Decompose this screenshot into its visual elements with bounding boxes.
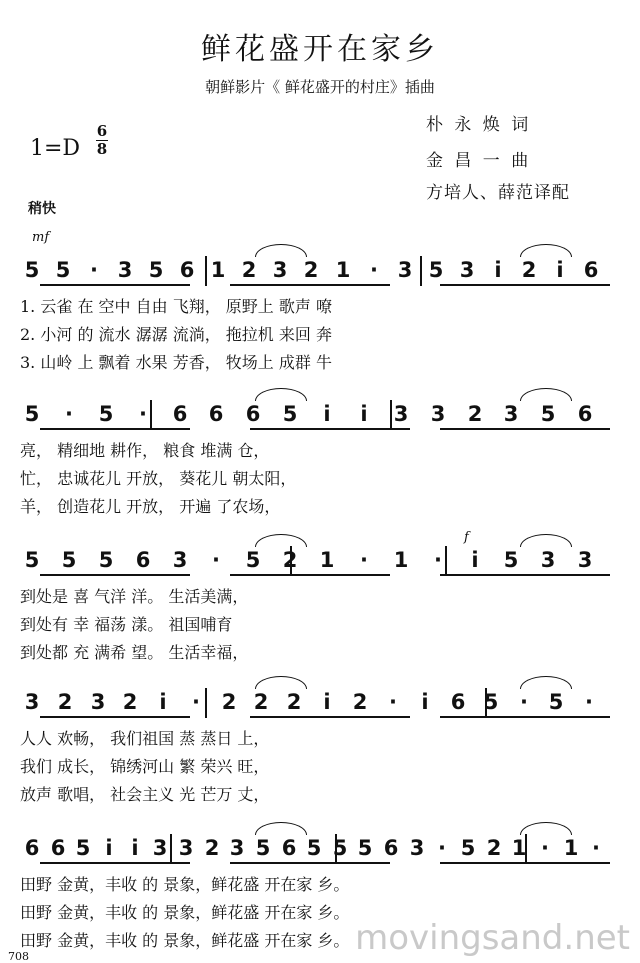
- note: ·: [434, 548, 442, 572]
- beam-line: [40, 862, 190, 864]
- note: 2: [221, 690, 237, 714]
- note: 2: [521, 258, 537, 282]
- lyric-line: 3. 山岭 上 飘着 水果 芳香， 牧场上 成群 牛: [20, 353, 332, 372]
- note: 6: [179, 258, 195, 282]
- slur: [255, 388, 307, 401]
- key-signature: 1=D: [30, 136, 81, 161]
- note: ·: [520, 690, 528, 714]
- note: 6: [583, 258, 599, 282]
- lyric-line: 田野 金黄，丰收 的 景象，鲜花盛 开在家 乡。: [20, 903, 350, 922]
- note: 6: [135, 548, 151, 572]
- barline: [335, 834, 337, 864]
- barline: [205, 256, 207, 286]
- note: 5: [61, 548, 77, 572]
- note: ·: [212, 548, 220, 572]
- note: 6: [172, 402, 188, 426]
- barline: [525, 834, 527, 864]
- note: i: [471, 548, 479, 572]
- barline: [290, 546, 292, 576]
- arranger-credit: 方培人、薛范译配: [426, 183, 570, 203]
- note: 6: [383, 836, 399, 860]
- lyric-line: 亮， 精细地 耕作， 粮食 堆满 仓，: [20, 441, 270, 460]
- note: 2: [286, 690, 302, 714]
- beam-line: [230, 862, 390, 864]
- note: i: [323, 402, 331, 426]
- note: 5: [24, 402, 40, 426]
- note: 6: [450, 690, 466, 714]
- slur: [520, 534, 572, 547]
- note: ·: [90, 258, 98, 282]
- note: 3: [117, 258, 133, 282]
- note: 5: [255, 836, 271, 860]
- note: 2: [241, 258, 257, 282]
- note: 3: [24, 690, 40, 714]
- lyric-line: 放声 歌唱， 社会主义 光 芒万 丈，: [20, 785, 270, 804]
- note: 5: [245, 548, 261, 572]
- note: 3: [430, 402, 446, 426]
- lyric-line: 人人 欢畅， 我们祖国 蒸 蒸日 上，: [20, 729, 270, 748]
- note: 3: [459, 258, 475, 282]
- note: 5: [98, 402, 114, 426]
- note: 3: [172, 548, 188, 572]
- beam-line: [40, 428, 190, 430]
- note: 3: [503, 402, 519, 426]
- beam-line: [40, 574, 190, 576]
- composer-credit: 金 昌 一 曲: [426, 151, 532, 171]
- slur: [255, 676, 307, 689]
- barline: [170, 834, 172, 864]
- note: 1: [210, 258, 226, 282]
- beam-line: [440, 428, 610, 430]
- note: ·: [389, 690, 397, 714]
- note: 3: [577, 548, 593, 572]
- note: ·: [370, 258, 378, 282]
- barline: [420, 256, 422, 286]
- note: 5: [55, 258, 71, 282]
- note: 5: [548, 690, 564, 714]
- note: 3: [540, 548, 556, 572]
- note: ·: [585, 690, 593, 714]
- note: ·: [438, 836, 446, 860]
- note: 5: [282, 402, 298, 426]
- beam-line: [40, 716, 190, 718]
- note: 6: [208, 402, 224, 426]
- note: ·: [541, 836, 549, 860]
- note: 5: [306, 836, 322, 860]
- note: 2: [122, 690, 138, 714]
- note: 2: [303, 258, 319, 282]
- note: 6: [24, 836, 40, 860]
- beam-line: [440, 574, 610, 576]
- barline: [390, 400, 392, 430]
- beam-line: [230, 284, 390, 286]
- beam-line: [250, 428, 410, 430]
- lyric-line: 羊， 创造花儿 开放， 开遍 了农场，: [20, 497, 281, 516]
- lyric-line: 我们 成长， 锦绣河山 繁 荣兴 旺，: [20, 757, 270, 776]
- watermark: movingsand.net: [355, 918, 630, 958]
- note: 6: [50, 836, 66, 860]
- note: i: [105, 836, 113, 860]
- note: ·: [360, 548, 368, 572]
- meter-top: 6: [96, 122, 108, 140]
- note: 2: [486, 836, 502, 860]
- note: 5: [428, 258, 444, 282]
- time-signature: [96, 124, 108, 157]
- note: 2: [467, 402, 483, 426]
- lyric-line: 田野 金黄，丰收 的 景象，鲜花盛 开在家 乡。: [20, 875, 350, 894]
- barline: [485, 688, 487, 718]
- note: 5: [148, 258, 164, 282]
- lyric-line: 忙， 忠诚花儿 开放， 葵花儿 朝太阳，: [20, 469, 297, 488]
- note: ·: [592, 836, 600, 860]
- lyric-line: 到处是 喜 气洋 洋。 生活美满，: [20, 587, 249, 606]
- note: 2: [204, 836, 220, 860]
- note: 1: [511, 836, 527, 860]
- note: i: [323, 690, 331, 714]
- note: 5: [24, 258, 40, 282]
- barline: [205, 688, 207, 718]
- note: 2: [282, 548, 298, 572]
- note: 3: [178, 836, 194, 860]
- slur: [520, 676, 572, 689]
- note: 5: [357, 836, 373, 860]
- lyricist-credit: 朴 永 焕 词: [426, 115, 532, 135]
- beam-line: [40, 284, 190, 286]
- slur: [255, 244, 307, 257]
- note: ·: [65, 402, 73, 426]
- note: 5: [460, 836, 476, 860]
- note: 1: [335, 258, 351, 282]
- note: 3: [272, 258, 288, 282]
- note: 6: [245, 402, 261, 426]
- note: 5: [98, 548, 114, 572]
- lyric-line: 到处有 幸 福荡 漾。 祖国哺育: [20, 615, 233, 634]
- note: i: [494, 258, 502, 282]
- page-number: 708: [8, 950, 29, 963]
- meter-bottom: 8: [96, 140, 108, 158]
- note: 5: [503, 548, 519, 572]
- lyric-line: 1. 云雀 在 空中 自由 飞翔， 原野上 歌声 嘹: [20, 297, 332, 316]
- song-subtitle: 朝鲜影片《 鲜花盛开的村庄》插曲: [205, 78, 435, 96]
- slur: [520, 822, 572, 835]
- note: 5: [24, 548, 40, 572]
- note: i: [556, 258, 564, 282]
- beam-line: [250, 716, 410, 718]
- beam-line: [440, 716, 610, 718]
- tempo-marking: 稍快: [28, 201, 56, 217]
- dynamic-f: f: [464, 530, 469, 545]
- slur: [520, 244, 572, 257]
- slur: [255, 822, 307, 835]
- barline: [150, 400, 152, 430]
- note: 3: [397, 258, 413, 282]
- note: 6: [577, 402, 593, 426]
- note: 5: [75, 836, 91, 860]
- slur: [520, 388, 572, 401]
- lyric-line: 2. 小河 的 流水 潺潺 流淌， 拖拉机 来回 奔: [20, 325, 332, 344]
- note: 2: [57, 690, 73, 714]
- song-title: 鲜花盛开在家乡: [201, 32, 439, 67]
- lyric-line: 田野 金黄，丰收 的 景象，鲜花盛 开在家 乡。: [20, 931, 350, 950]
- note: 6: [281, 836, 297, 860]
- note: i: [159, 690, 167, 714]
- note: 3: [393, 402, 409, 426]
- note: ·: [139, 402, 147, 426]
- barline: [445, 546, 447, 576]
- note: 3: [229, 836, 245, 860]
- note: 1: [393, 548, 409, 572]
- note: 3: [152, 836, 168, 860]
- note: 5: [332, 836, 348, 860]
- note: 2: [253, 690, 269, 714]
- beam-line: [440, 284, 610, 286]
- note: 3: [90, 690, 106, 714]
- dynamic-mf: mf: [32, 230, 50, 245]
- note: 3: [409, 836, 425, 860]
- note: 2: [352, 690, 368, 714]
- note: ·: [192, 690, 200, 714]
- note: i: [131, 836, 139, 860]
- note: 1: [563, 836, 579, 860]
- note: 5: [483, 690, 499, 714]
- beam-line: [230, 574, 390, 576]
- slur: [255, 534, 307, 547]
- note: i: [421, 690, 429, 714]
- lyric-line: 到处都 充 满希 望。 生活幸福，: [20, 643, 249, 662]
- note: i: [360, 402, 368, 426]
- note: 1: [319, 548, 335, 572]
- note: 5: [540, 402, 556, 426]
